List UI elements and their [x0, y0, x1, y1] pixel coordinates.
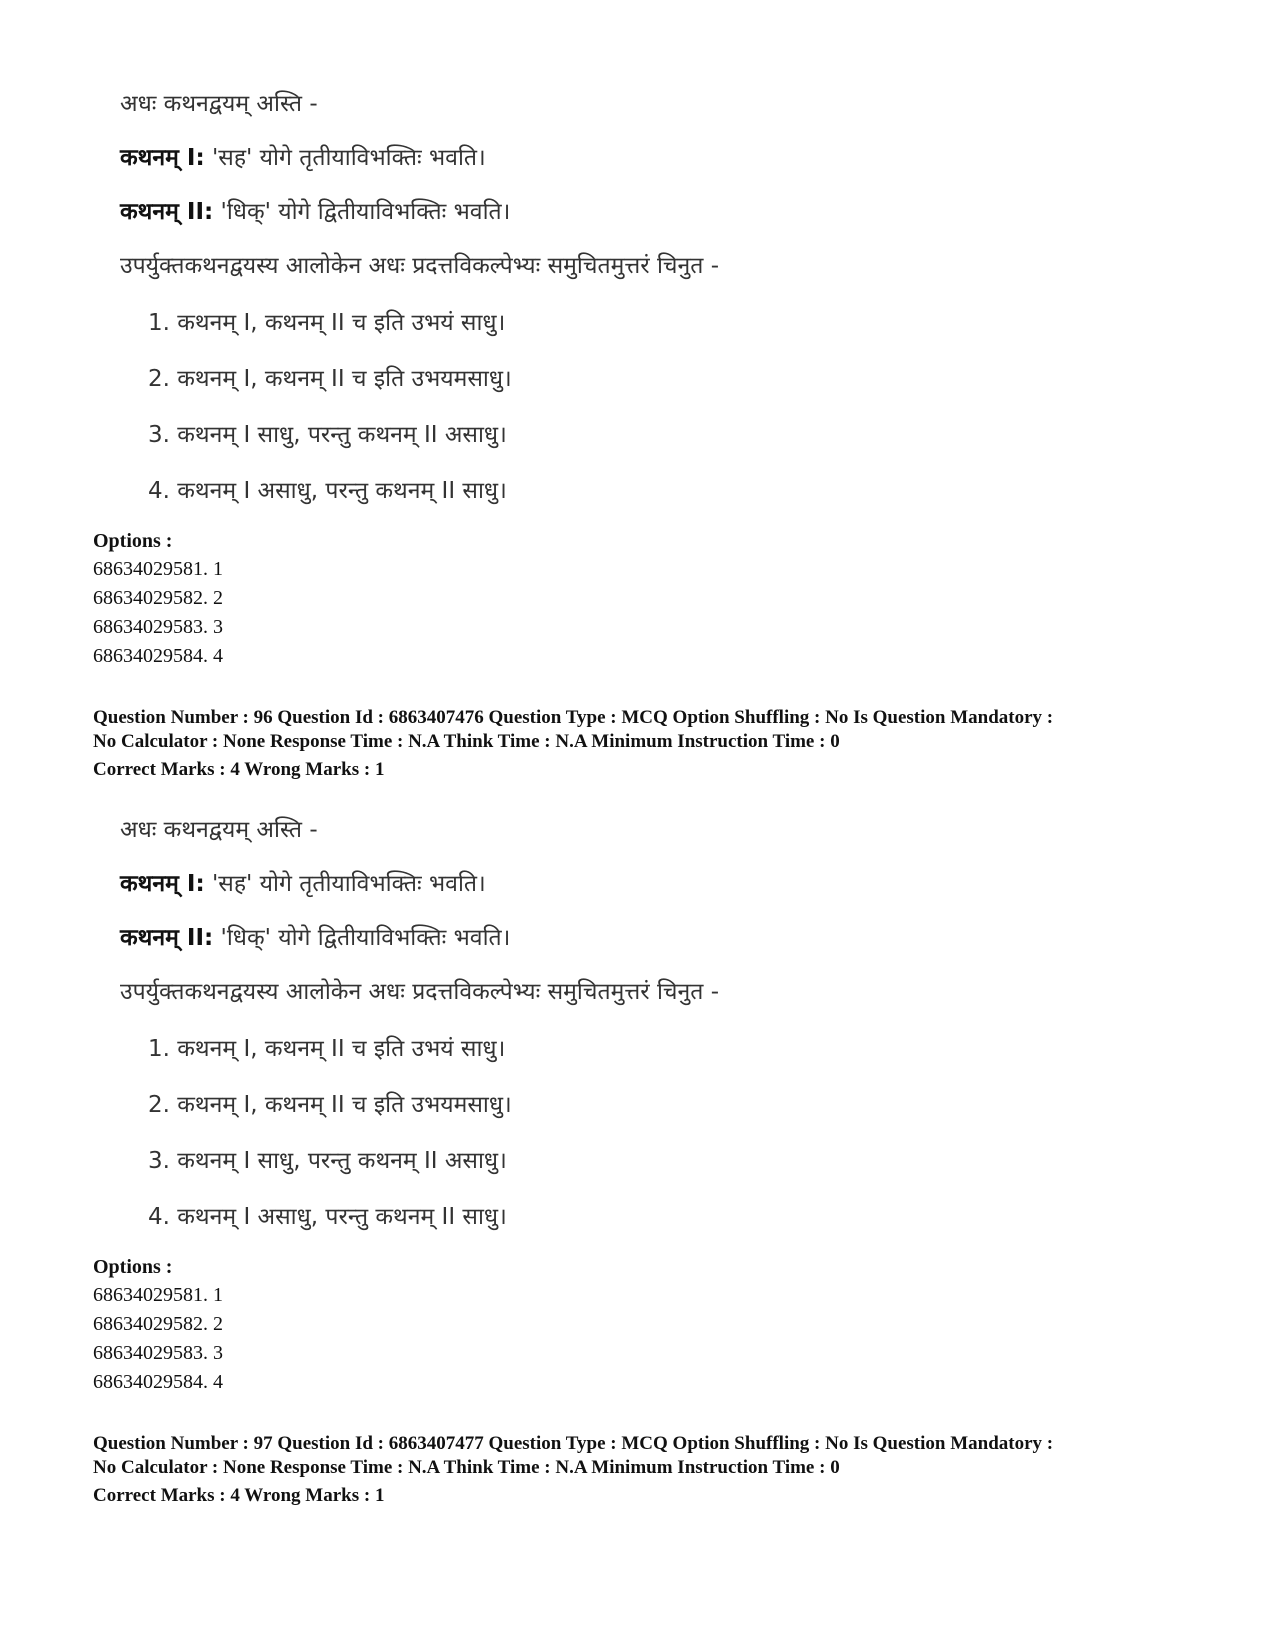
option-item: 68634029582. 2: [93, 1313, 223, 1335]
question-header-line-2: No Calculator : None Response Time : N.A Think Time : N.A Minimum Instruction Time : 0: [93, 731, 840, 752]
statement-2-label: कथनम् II:: [120, 925, 214, 951]
statement-1-label: कथनम् I:: [120, 145, 205, 171]
choice-3: 3. कथनम् I साधु, परन्तु कथनम् II असाधु।: [148, 422, 507, 448]
choice-2: 2. कथनम् I, कथनम् II च इति उभयमसाधु।: [148, 1092, 512, 1118]
question-marks: Correct Marks : 4 Wrong Marks : 1: [93, 1485, 385, 1506]
statement-2-label: कथनम् II:: [120, 199, 214, 225]
option-item: 68634029583. 3: [93, 616, 223, 638]
statement-1-label: कथनम् I:: [120, 871, 205, 897]
statement-1-text: 'सह' योगे तृतीयाविभक्तिः भवति।: [204, 145, 486, 171]
option-item: 68634029583. 3: [93, 1342, 223, 1364]
statement-1-text: 'सह' योगे तृतीयाविभक्तिः भवति।: [204, 871, 486, 897]
question-intro: अधः कथनद्वयम् अस्ति -: [120, 817, 318, 843]
option-item: 68634029584. 4: [93, 645, 223, 667]
question-intro: अधः कथनद्वयम् अस्ति -: [120, 91, 318, 117]
statement-1: [120, 140, 486, 172]
option-item: 68634029582. 2: [93, 587, 223, 609]
statement-1: [120, 866, 486, 898]
choice-4: 4. कथनम् I असाधु, परन्तु कथनम् II साधु।: [148, 478, 507, 504]
choice-1: 1. कथनम् I, कथनम् II च इति उभयं साधु।: [148, 310, 506, 336]
option-item: 68634029584. 4: [93, 1371, 223, 1393]
question-instruction: उपर्युक्तकथनद्वयस्य आलोकेन अधः प्रदत्तविकल्पेभ्यः समुचितमुत्तरं चिनुत -: [120, 979, 719, 1005]
choice-2: 2. कथनम् I, कथनम् II च इति उभयमसाधु।: [148, 366, 512, 392]
statement-2: [120, 194, 510, 226]
statement-2: [120, 920, 510, 952]
choice-1: 1. कथनम् I, कथनम् II च इति उभयं साधु।: [148, 1036, 506, 1062]
options-heading: Options :: [93, 1256, 173, 1278]
statement-2-text: 'धिक्' योगे द्वितीयाविभक्तिः भवति।: [213, 199, 511, 225]
question-instruction: उपर्युक्तकथनद्वयस्य आलोकेन अधः प्रदत्तविकल्पेभ्यः समुचितमुत्तरं चिनुत -: [120, 253, 719, 279]
choice-3: 3. कथनम् I साधु, परन्तु कथनम् II असाधु।: [148, 1148, 507, 1174]
option-item: 68634029581. 1: [93, 558, 223, 580]
question-header-line-2: No Calculator : None Response Time : N.A Think Time : N.A Minimum Instruction Time : 0: [93, 1457, 840, 1478]
question-header-line-1: Question Number : 96 Question Id : 6863407476 Question Type : MCQ Option Shuffling : No Is Question Mandatory :: [93, 707, 1054, 728]
statement-2-text: 'धिक्' योगे द्वितीयाविभक्तिः भवति।: [213, 925, 511, 951]
options-heading: Options :: [93, 530, 173, 552]
question-marks: Correct Marks : 4 Wrong Marks : 1: [93, 759, 385, 780]
question-header-line-1: Question Number : 97 Question Id : 6863407477 Question Type : MCQ Option Shuffling : No Is Question Mandatory :: [93, 1433, 1054, 1454]
option-item: 68634029581. 1: [93, 1284, 223, 1306]
choice-4: 4. कथनम् I असाधु, परन्तु कथनम् II साधु।: [148, 1204, 507, 1230]
